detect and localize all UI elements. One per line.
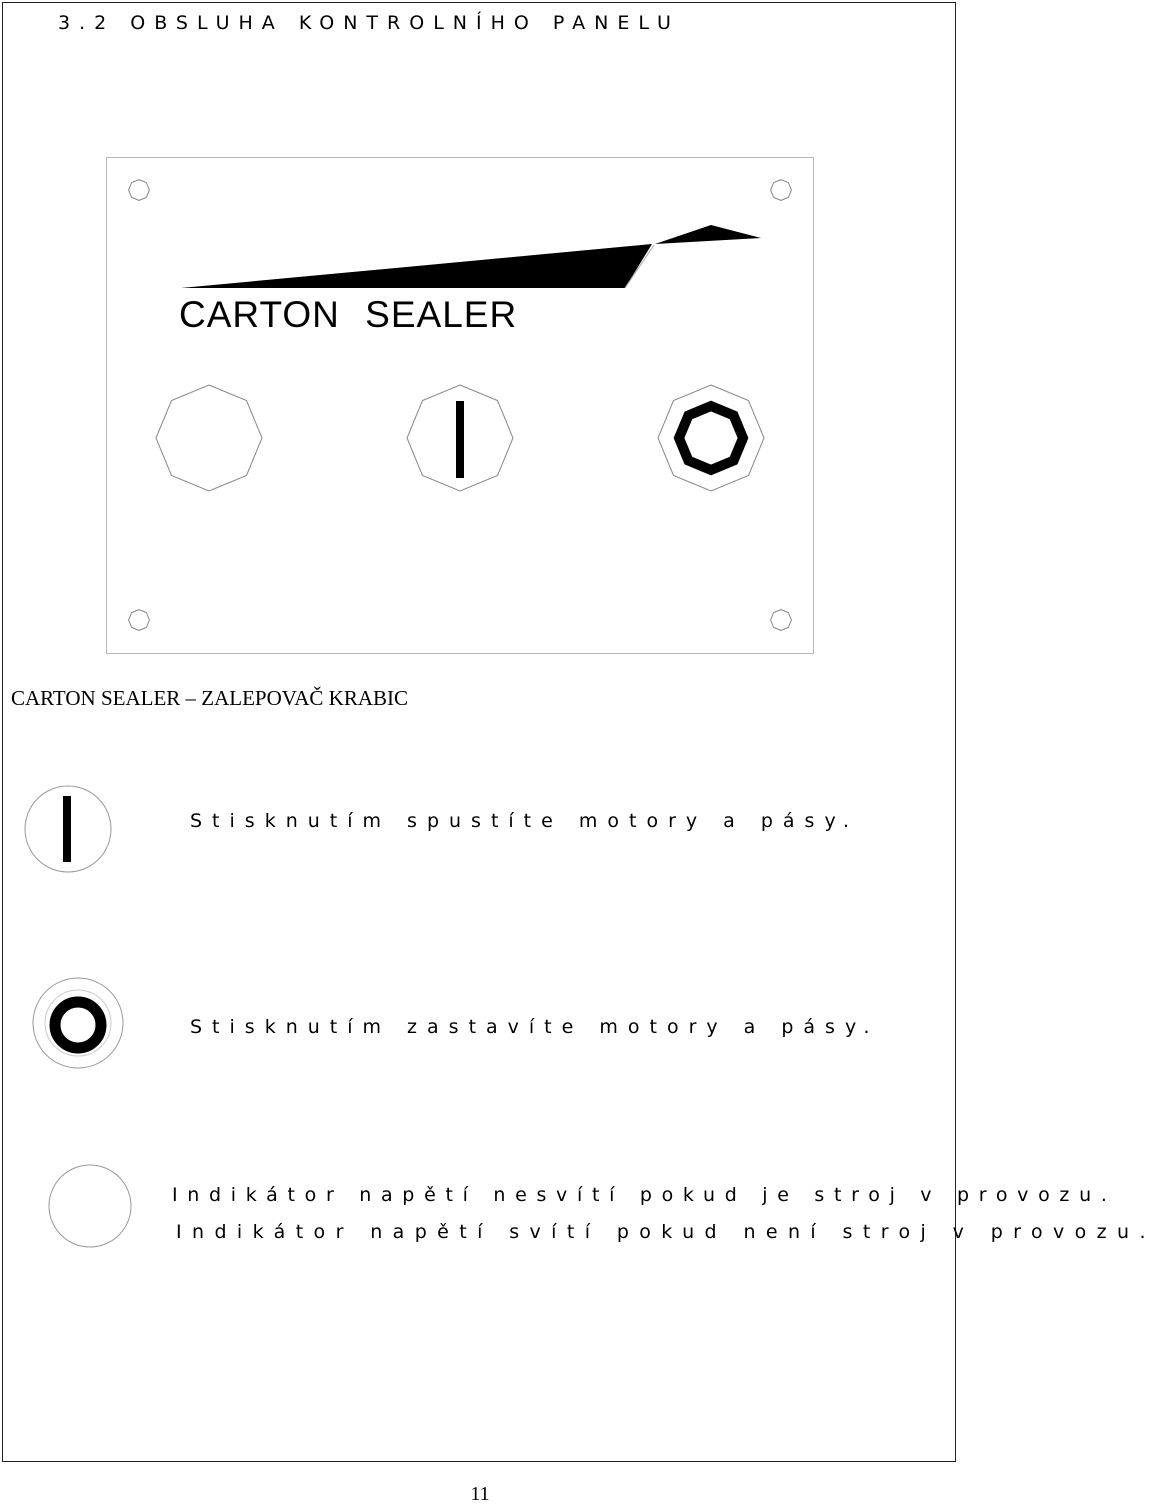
stop-description: Stisknutím zastavíte motory a pásy. [190,1016,880,1038]
control-panel-drawing [106,157,814,654]
start-button-icon [407,385,513,491]
panel-caption: CARTON SEALER – ZALEPOVAČ KRABIC [11,686,409,710]
start-I-icon [22,783,114,875]
section-heading: 3.2 OBSLUHA KONTROLNÍHO PANELU [58,12,680,34]
logo-swoosh-icon [181,225,761,288]
indicator-description-on: Indikátor napětí svítí pokud není stroj v provozu. [176,1221,1156,1243]
power-indicator-icon [46,1162,134,1250]
indicator-description-off: Indikátor napětí nesvítí pokud je stroj v provozu. [172,1184,1117,1206]
screw-icon [129,610,150,631]
screw-icon [129,180,150,201]
stop-button-icon [658,385,764,491]
start-description: Stisknutím spustíte motory a pásy. [190,810,860,832]
page-number: 11 [470,1483,490,1505]
power-indicator-blank-icon [156,385,262,491]
screw-icon [771,610,792,631]
panel-logo-text: CARTON SEALER [179,294,518,335]
screw-icon [771,180,792,201]
panel-graphics [107,158,815,655]
stop-O-icon [31,976,125,1070]
